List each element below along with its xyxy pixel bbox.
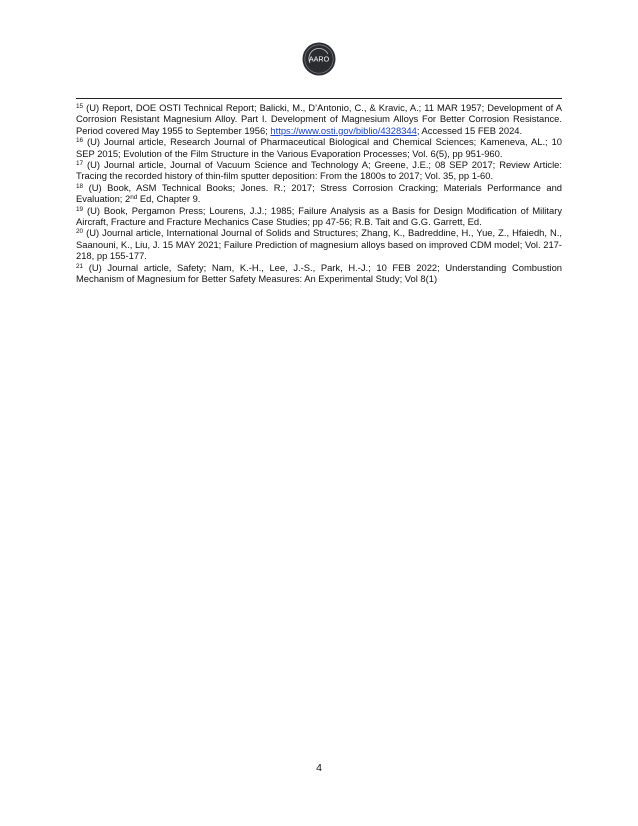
footnote-number: 15 (76, 103, 84, 110)
footnote-16 (76, 136, 562, 159)
footnote-text: (U) Journal article, Journal of Vacuum Science and Technology A; Greene, J.E.; 08 SEP 2017; Review Article: Tracing the recorded history of thin-film sputter deposition: From the 1800s to 2017; Vol. 35, pp 1-60. (76, 159, 562, 182)
footnote-number: 19 (76, 205, 84, 213)
footnote-text: (U) Journal article, International Journal of Solids and Structures; Zhang, K., Badreddine, H., Yue, Z., Hfaiedh, N., Saanouni, K., Liu, J. 15 MAY 2021; Failure Prediction of magnesium alloys based on improved CDM model; Vol. 217-218, pp 155-177. (76, 227, 562, 262)
footnote-text: (U) Report, DOE OSTI Technical Report; Balicki, M., D’Antonio, C., & Kravic, A.; 11 MAR 1957; Development of A Corrosion Resistant Magnesium Alloy. Part I. Development of Magnesium Alloys For Better Corrosion Resistance. Period covered May 1955 to September 1956; (76, 102, 562, 136)
footnote-number: 16 (76, 137, 84, 145)
footnote-15 (76, 102, 562, 136)
footnote-text: (U) Journal article, Safety; Nam, K.-H., Lee, J.-S., Park, H.-J.; 10 FEB 2022; Understanding Combustion Mechanism of Magnesium for Better Safety Measures: An Experimental Study; Vol 8(1) (76, 261, 563, 285)
ordinal-suffix: nd (130, 194, 138, 202)
footnotes-section (76, 102, 562, 285)
footnote-19 (76, 205, 562, 228)
footnote-separator (76, 98, 562, 99)
osti-biblio-link[interactable]: https://www.osti.gov/biblio/4328344 (270, 124, 417, 136)
aaro-seal-logo-icon (302, 42, 336, 76)
footnote-21 (76, 262, 562, 285)
footnote-20 (76, 227, 562, 261)
footnote-number: 18 (76, 182, 84, 190)
footnote-number: 21 (76, 262, 84, 270)
footnote-text: (U) Book, Pergamon Press; Lourens, J.J.; 1985; Failure Analysis as a Basis for Design Modification of Military Aircraft, Fracture and Fracture Mechanics Case Studies; pp 47-56; R.B. Tait and G.G. Garrett, Ed. (76, 204, 563, 228)
footnote-number: 20 (76, 228, 84, 236)
footnote-17 (76, 159, 562, 182)
footnote-text-tail: ; Accessed 15 FEB 2024. (416, 124, 523, 136)
footnote-text-tail: Ed, Chapter 9. (137, 193, 201, 205)
footnote-text: (U) Book, ASM Technical Books; Jones. R.; 2017; Stress Corrosion Cracking; Materials Performance and Evaluation; 2 (76, 181, 562, 205)
logo-text: AARO (308, 54, 330, 64)
footnote-18 (76, 182, 562, 205)
footnote-number: 17 (76, 160, 84, 168)
page-number: 4 (316, 762, 322, 774)
footnote-text: (U) Journal article, Research Journal of Pharmaceutical Biological and Chemical Sciences; Kameneva, AL.; 10 SEP 2015; Evolution of the Film Structure in the Various Evaporation Processes; Vol. 6(5), pp 951-960. (76, 136, 563, 159)
